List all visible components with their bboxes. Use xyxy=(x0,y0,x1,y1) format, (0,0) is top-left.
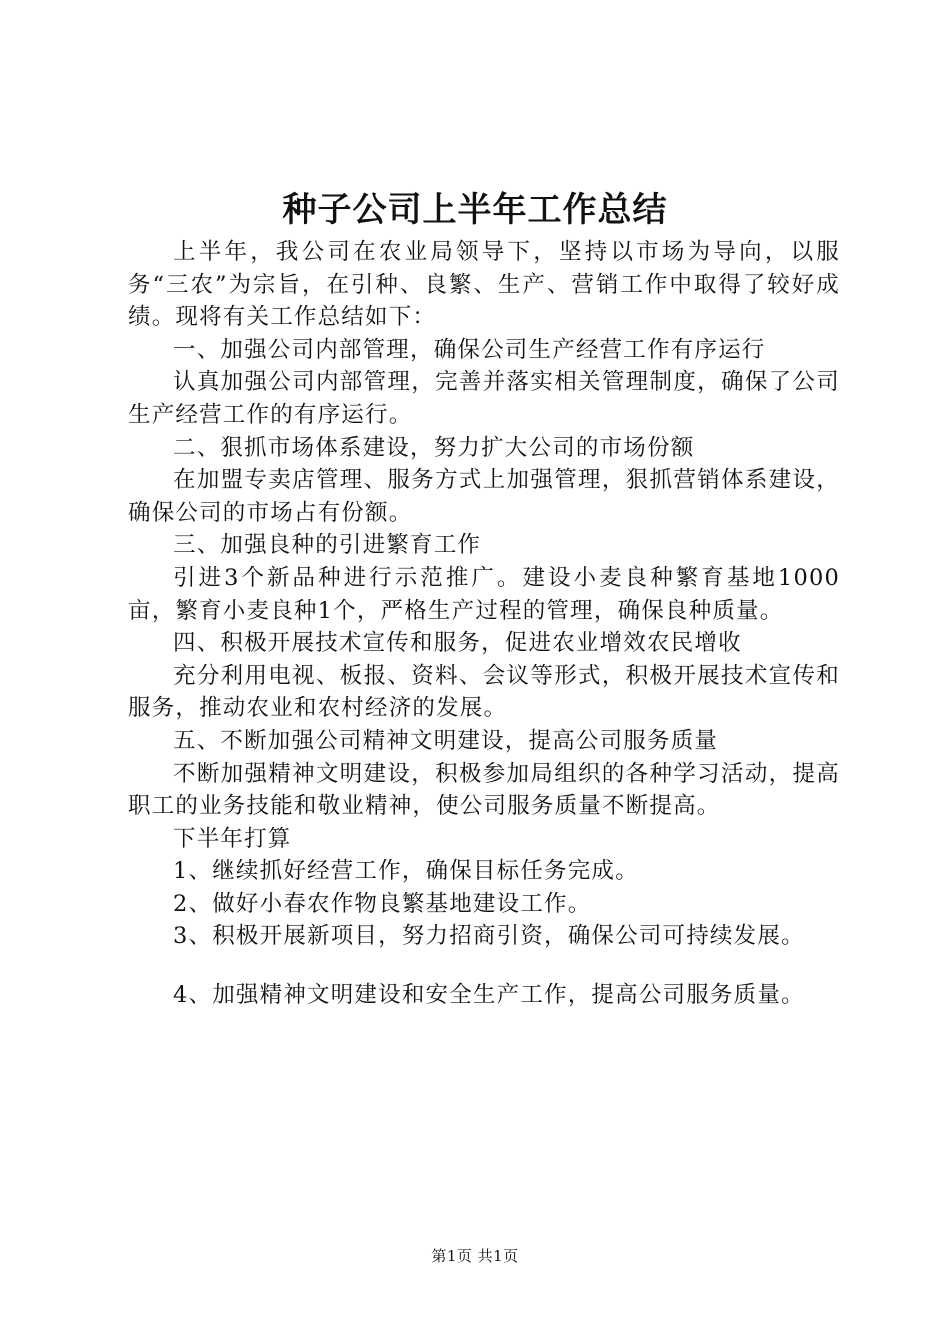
paragraph-section-3: 引进3个新品种进行示范推广。建设小麦良种繁育基地1000亩，繁育小麦良种1个，严格生产过程的管理，确保良种质量。 xyxy=(128,564,840,624)
paragraph-section-1: 认真加强公司内部管理，完善并落实相关管理制度，确保了公司生产经营工作的有序运行。 xyxy=(128,369,840,428)
plan-item-2: 2、做好小春农作物良繁基地建设工作。 xyxy=(173,890,592,917)
plan-item-3: 3、积极开展新项目，努力招商引资，确保公司可持续发展。 xyxy=(173,923,805,950)
document-title: 种子公司上半年工作总结 xyxy=(282,190,668,230)
document-body xyxy=(128,236,840,1012)
section-heading-5: 五、不断加强公司精神文明建设，提高公司服务质量 xyxy=(173,727,719,754)
section-heading-2: 二、狠抓市场体系建设，努力扩大公司的市场份额 xyxy=(173,434,695,461)
plan-heading: 下半年打算 xyxy=(173,825,292,852)
section-heading-3: 三、加强良种的引进繁育工作 xyxy=(173,532,482,559)
plan-item-1: 1、继续抓好经营工作，确保目标任务完成。 xyxy=(173,858,639,885)
section-heading-4: 四、积极开展技术宣传和服务，促进农业增效农民增收 xyxy=(173,630,742,657)
paragraph-section-4: 充分利用电视、板报、资料、会议等形式，积极开展技术宣传和服务，推动农业和农村经济的发展。 xyxy=(128,662,840,722)
page-footer: 第1页 共1页 xyxy=(431,1247,519,1265)
paragraph-section-2: 在加盟专卖店管理、服务方式上加强管理，狠抓营销体系建设，确保公司的市场占有份额。 xyxy=(128,467,840,526)
section-heading-1: 一、加强公司内部管理，确保公司生产经营工作有序运行 xyxy=(173,336,766,363)
paragraph-intro: 上半年，我公司在农业局领导下，坚持以市场为导向，以服务“三农”为宗旨，在引种、良繁、生产、营销工作中取得了较好成绩。现将有关工作总结如下： xyxy=(128,239,840,331)
paragraph-section-5: 不断加强精神文明建设，积极参加局组织的各种学习活动，提高职工的业务技能和敬业精神，使公司服务质量不断提高。 xyxy=(128,760,840,820)
plan-item-4: 4、加强精神文明建设和安全生产工作，提高公司服务质量。 xyxy=(173,982,805,1009)
